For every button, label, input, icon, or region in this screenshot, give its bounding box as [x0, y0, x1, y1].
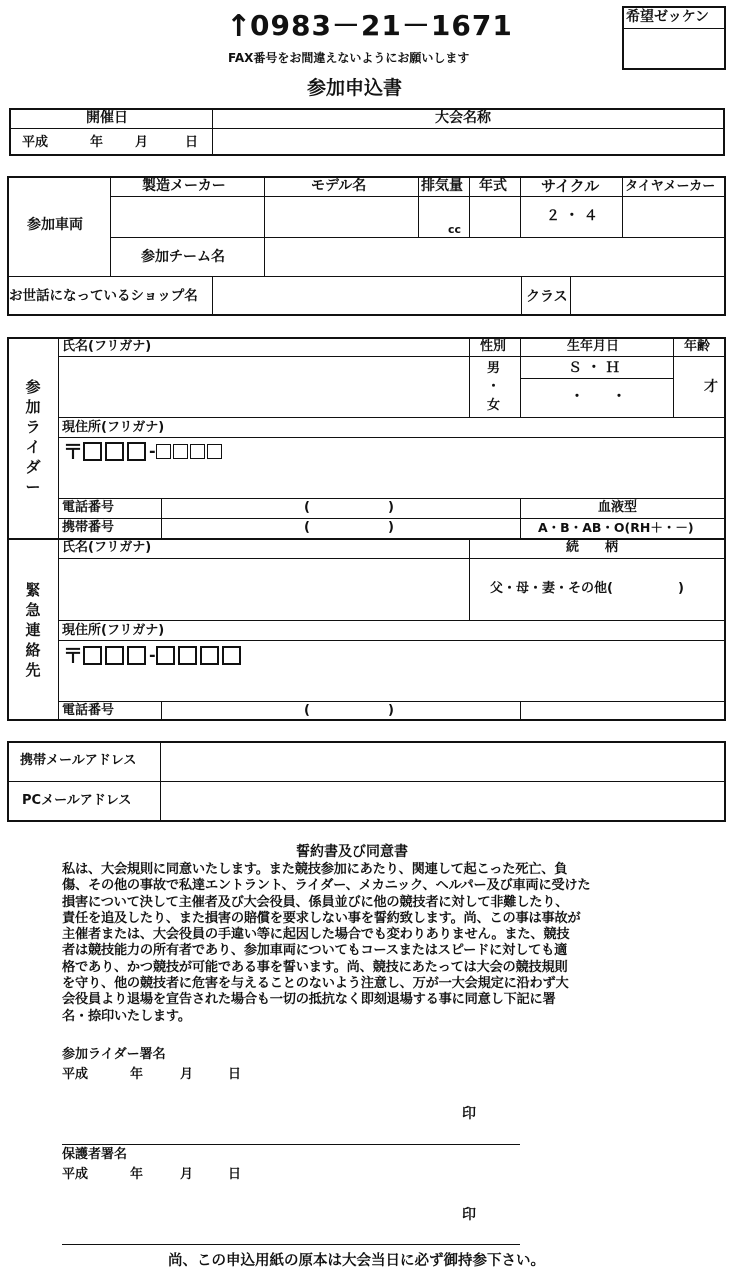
- emergency-section-label: 緊 急 連 絡 先: [25, 581, 41, 679]
- mobile-email-field[interactable]: [162, 743, 724, 780]
- relation-label: 続 柄: [566, 540, 619, 555]
- postal-mark-icon: 〒: [63, 643, 83, 668]
- rider-mobile-label: 携帯番号: [62, 520, 115, 535]
- tire-maker-label: タイヤメーカー: [625, 179, 716, 194]
- blood-type-label: 血液型: [598, 500, 638, 515]
- guardian-signature-line[interactable]: [60, 1224, 520, 1244]
- birth-era-options[interactable]: Ｓ ・ Ｈ: [568, 360, 620, 376]
- shop-label: お世話になっているショップ名: [9, 288, 198, 304]
- mobile-email-label: 携帯メールアドレス: [20, 753, 137, 768]
- pledge-title: 誓約書及び同意書: [296, 844, 408, 860]
- emergency-phone-label: 電話番号: [62, 703, 115, 718]
- pledge-text: 私は、大会規則に同意いたします。また競技参加にあたり、関連して起こった死亡、負 傷、その他の事故で私達エントラント、ライダー、メカニック、ヘルパー及び車両に受けた 損害について決して主催者及び大会役員、係員並びに他の競技者に対して非難したり、 責任を追及したり、また損害の賠償を要求しない事を誓約致します。尚、この事は事故が 主催者または、大会役員の手違い等に起因した場合でも変わりありません。また、競技 者は競技能力の所有者であり、参加車両についてもコースまたはスピードに対しても適 格であり、かつ競技が可能である事を誓います。尚、競技にあたっては大会の競技規則 を守り、他の競技者に危害を与えることのないよう注意し、万が一大会規定に沿わず大 会役員より退場を宣告された場合も一切の抵抗なく即刻退場する事に同意し下記に署 名・捺印いたします。: [62, 862, 591, 1024]
- team-field[interactable]: [266, 239, 724, 275]
- event-day: 日: [185, 135, 199, 150]
- pc-email-label: PCメールアドレス: [22, 793, 132, 808]
- model-field[interactable]: [266, 198, 416, 236]
- zekken-label: 希望ゼッケン: [626, 9, 710, 25]
- event-name-label: 大会名称: [435, 110, 491, 126]
- fax-number: 0983－21－1671: [250, 9, 513, 42]
- rider-section-label: 参 加 ラ イ ダ ー: [25, 378, 41, 496]
- rider-address-field[interactable]: [60, 462, 724, 497]
- event-era: 平成: [22, 135, 49, 150]
- page-title: 参加申込書: [307, 77, 403, 99]
- year-model-field[interactable]: [471, 198, 519, 236]
- event-date-label: 開催日: [86, 110, 128, 126]
- shop-field[interactable]: [214, 278, 520, 314]
- rider-phone-paren[interactable]: ( ): [304, 500, 394, 515]
- pc-email-field[interactable]: [162, 783, 724, 820]
- guardian-sign-month: 月: [180, 1167, 194, 1182]
- year-model-label: 年式: [479, 178, 507, 194]
- rider-sign-year: 年: [130, 1067, 144, 1082]
- tire-maker-field[interactable]: [624, 198, 724, 236]
- age-unit: 才: [704, 379, 718, 395]
- displacement-label: 排気量: [421, 178, 463, 194]
- blood-type-options[interactable]: A・B・AB・O(RH＋・－): [538, 520, 694, 535]
- event-month: 月: [135, 135, 149, 150]
- guardian-sign-year: 年: [130, 1167, 144, 1182]
- team-label: 参加チーム名: [141, 249, 225, 265]
- rider-signature-line[interactable]: [60, 1124, 520, 1144]
- postal-mark-icon: 〒: [63, 439, 83, 464]
- emergency-address-field[interactable]: [60, 668, 724, 700]
- rider-postal-code[interactable]: 〒 -: [63, 441, 224, 462]
- sex-female[interactable]: 女: [487, 398, 501, 413]
- model-label: モデル名: [311, 178, 367, 194]
- manufacturer-label: 製造メーカー: [142, 178, 226, 194]
- emergency-name-label: 氏名(フリガナ): [62, 540, 152, 555]
- rider-seal-mark: 印: [462, 1106, 476, 1122]
- rider-sign-label: 参加ライダー署名: [62, 1047, 166, 1062]
- rider-phone-label: 電話番号: [62, 500, 115, 515]
- class-label: クラス: [526, 289, 568, 305]
- arrow-icon: ↑: [226, 9, 252, 44]
- birth-date-separators: ・ ・: [570, 389, 626, 405]
- birth-label: 生年月日: [567, 339, 620, 354]
- guardian-sign-day: 日: [228, 1167, 242, 1182]
- rider-sign-era: 平成: [62, 1067, 89, 1082]
- class-field[interactable]: [572, 278, 724, 314]
- rider-name-label: 氏名(フリガナ): [62, 339, 152, 354]
- emergency-name-field[interactable]: [60, 560, 468, 619]
- rider-sign-day: 日: [228, 1067, 242, 1082]
- rider-mobile-paren[interactable]: ( ): [304, 520, 394, 535]
- age-field[interactable]: [675, 358, 725, 416]
- sex-male[interactable]: 男: [487, 361, 501, 376]
- sex-dot: ・: [487, 379, 501, 394]
- emergency-postal-code[interactable]: 〒 -: [63, 644, 244, 667]
- rider-name-field[interactable]: [60, 358, 468, 416]
- sex-label: 性別: [480, 339, 507, 354]
- manufacturer-field[interactable]: [112, 198, 262, 236]
- cycle-label: サイクル: [541, 177, 600, 195]
- cc-unit: cc: [448, 223, 462, 236]
- footer-note: 尚、この申込用紙の原本は大会当日に必ず御持参下さい。: [168, 1253, 545, 1269]
- age-label: 年齢: [684, 339, 711, 354]
- guardian-sign-era: 平成: [62, 1167, 89, 1182]
- event-name-field[interactable]: [214, 130, 723, 154]
- rider-address-label: 現住所(フリガナ): [62, 420, 165, 435]
- rider-sign-month: 月: [180, 1067, 194, 1082]
- fax-note: FAX番号をお間違えないようにお願いします: [228, 51, 470, 65]
- vehicle-label: 参加車両: [27, 217, 83, 233]
- displacement-field[interactable]: [420, 198, 468, 236]
- guardian-sign-label: 保護者署名: [62, 1147, 128, 1162]
- cycle-options: ２ ・ ４: [546, 208, 598, 224]
- relation-options[interactable]: 父・母・妻・その他( ): [490, 581, 684, 596]
- birth-date-field[interactable]: [522, 380, 672, 416]
- event-date-field[interactable]: [11, 130, 211, 154]
- guardian-seal-mark: 印: [462, 1207, 476, 1223]
- emergency-phone-paren[interactable]: ( ): [304, 703, 394, 718]
- event-year: 年: [90, 135, 104, 150]
- emergency-address-label: 現住所(フリガナ): [62, 623, 165, 638]
